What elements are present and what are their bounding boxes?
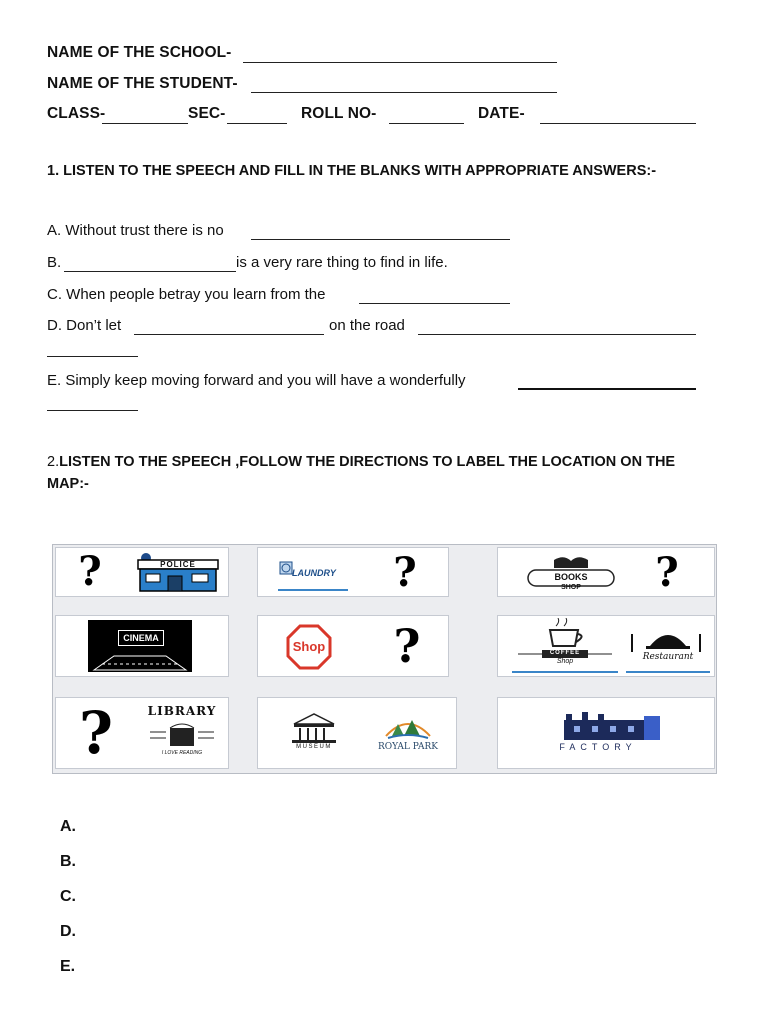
answer-d-label: D. bbox=[60, 923, 76, 940]
q1-item-b-prefix: B. bbox=[47, 254, 62, 271]
question-mark-icon[interactable]: ? bbox=[374, 552, 436, 594]
section-label: SEC- bbox=[188, 105, 226, 122]
q1-item-a: A. Without trust there is no bbox=[47, 222, 224, 239]
map-cell-r1c3 bbox=[497, 547, 715, 597]
question-2-line-2: MAP:- bbox=[47, 476, 89, 492]
library-label: LIBRARY bbox=[147, 704, 217, 718]
map-cell-r2c2 bbox=[257, 615, 449, 677]
q1-item-e-blank-2[interactable] bbox=[47, 410, 138, 411]
q1-item-b-suffix: is a very rare thing to find in life. bbox=[236, 254, 448, 271]
question-mark-icon[interactable]: ? bbox=[376, 620, 438, 672]
q1-item-d-blank-3[interactable] bbox=[47, 356, 138, 357]
coffee-label: COFFEE bbox=[549, 650, 581, 656]
coffee-shop-icon bbox=[512, 618, 618, 674]
museum-label: MUSEUM bbox=[296, 744, 332, 750]
police-label: POLICE bbox=[160, 560, 196, 569]
factory-icon bbox=[526, 706, 670, 764]
answer-e-label: E. bbox=[60, 958, 76, 975]
laundry-icon bbox=[274, 552, 352, 594]
police-station-icon bbox=[134, 550, 222, 594]
royal-park-label: ROYAL PARK bbox=[378, 742, 438, 752]
q1-item-c-blank[interactable] bbox=[359, 303, 510, 304]
q1-item-c: C. When people betray you learn from the bbox=[47, 286, 326, 303]
q1-item-d-blank-1[interactable] bbox=[134, 334, 324, 335]
question-mark-icon[interactable]: ? bbox=[62, 700, 130, 766]
map-cell-r2c3 bbox=[497, 615, 715, 677]
factory-label: FACTORY bbox=[559, 742, 637, 752]
question-1-title: 1. LISTEN TO THE SPEECH AND FILL IN THE BLANKS WITH APPROPRIATE ANSWERS:- bbox=[47, 163, 657, 179]
map-cell-r3c1 bbox=[55, 697, 229, 769]
question-2-number: 2. bbox=[47, 454, 60, 470]
library-sub-label: I LOVE READING bbox=[161, 750, 203, 756]
q1-item-d-blank-2[interactable] bbox=[418, 334, 696, 335]
q1-item-d-prefix: D. Don’t let bbox=[47, 317, 122, 334]
q1-item-d-middle: on the road bbox=[329, 317, 405, 334]
books-label: BOOKS bbox=[554, 572, 588, 582]
shop-label: SHOP bbox=[561, 584, 581, 591]
class-label: CLASS- bbox=[47, 105, 106, 122]
location-map bbox=[52, 544, 717, 774]
answer-c-label: C. bbox=[60, 888, 76, 905]
q1-item-e-blank-1[interactable] bbox=[518, 388, 696, 390]
cinema-icon bbox=[88, 620, 192, 672]
map-cell-r1c2 bbox=[257, 547, 449, 597]
q1-item-b-blank[interactable] bbox=[64, 271, 236, 272]
eshop-icon bbox=[286, 624, 332, 670]
map-cell-r2c1 bbox=[55, 615, 229, 677]
map-cell-r3c3 bbox=[497, 697, 715, 769]
class-blank[interactable] bbox=[102, 123, 188, 124]
roll-no-blank[interactable] bbox=[389, 123, 464, 124]
coffee-sub-label: Shop bbox=[556, 658, 574, 665]
student-name-label: NAME OF THE STUDENT- bbox=[47, 75, 238, 92]
question-2-line-1: LISTEN TO THE SPEECH ,FOLLOW THE DIRECTIONS TO LABEL THE LOCATION ON THE bbox=[59, 454, 676, 470]
section-blank[interactable] bbox=[227, 123, 287, 124]
question-mark-icon[interactable]: ? bbox=[626, 552, 708, 594]
school-name-label: NAME OF THE SCHOOL- bbox=[47, 44, 232, 61]
map-cell-r1c1 bbox=[55, 547, 229, 597]
restaurant-icon bbox=[624, 618, 712, 674]
date-blank[interactable] bbox=[540, 123, 696, 124]
date-label: DATE- bbox=[478, 105, 525, 122]
laundry-label: LAUNDRY bbox=[292, 568, 336, 578]
q1-item-e: E. Simply keep moving forward and you will have a wonderfully bbox=[47, 372, 466, 389]
answer-b-label: B. bbox=[60, 853, 76, 870]
royal-park-icon bbox=[372, 712, 444, 758]
school-name-blank[interactable] bbox=[243, 62, 557, 63]
q1-item-a-blank[interactable] bbox=[251, 239, 510, 240]
student-name-blank[interactable] bbox=[251, 92, 557, 93]
bookshop-icon bbox=[524, 552, 618, 594]
library-icon bbox=[140, 700, 224, 766]
restaurant-label: Restaurant bbox=[642, 652, 694, 662]
roll-no-label: ROLL NO- bbox=[301, 105, 377, 122]
eshop-label: Shop bbox=[292, 639, 326, 654]
cinema-label: CINEMA bbox=[118, 630, 164, 646]
question-mark-icon[interactable]: ? bbox=[60, 551, 120, 593]
answer-a-label: A. bbox=[60, 818, 76, 835]
map-cell-r3c2 bbox=[257, 697, 457, 769]
question-2-title bbox=[47, 454, 675, 470]
museum-icon bbox=[286, 712, 342, 758]
